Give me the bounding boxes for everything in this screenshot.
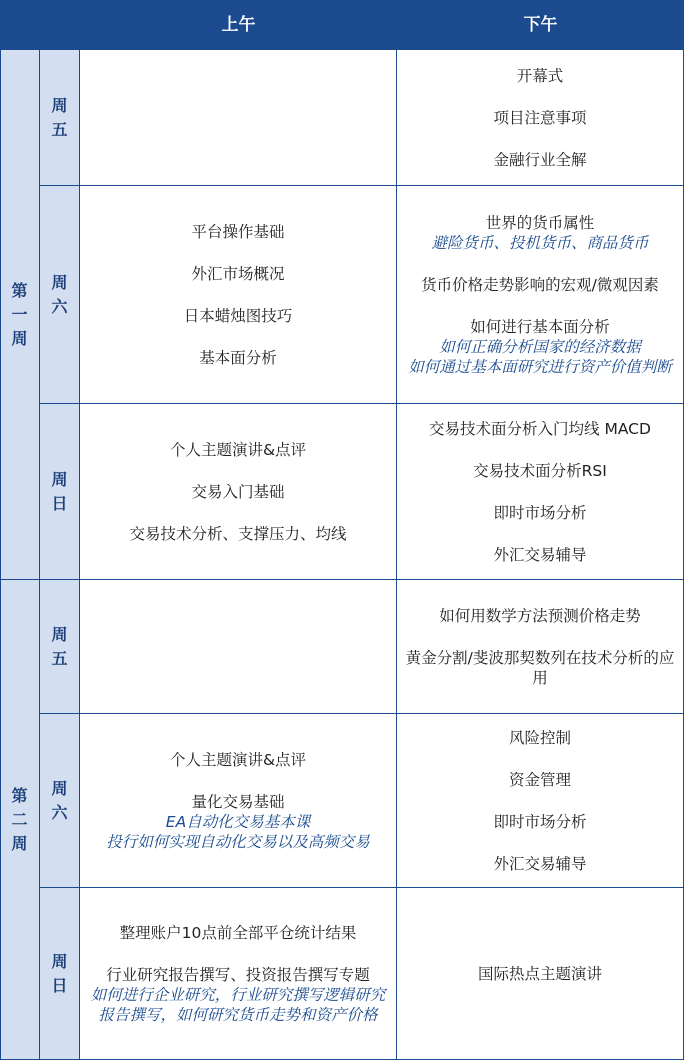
- day-label: 周 五: [40, 580, 80, 714]
- session-topic: 外汇交易辅导: [493, 854, 587, 873]
- session-topic: 个人主题演讲&点评: [169, 750, 307, 769]
- week-label: 第 一 周: [0, 50, 40, 580]
- session-topic: 黄金分割/斐波那契数列在技术分析的应用: [405, 648, 675, 687]
- session-topic: 金融行业全解: [493, 150, 587, 169]
- session-subtopic: 投行如何实现自动化交易以及高频交易: [106, 832, 370, 851]
- day-label: 周 六: [40, 714, 80, 888]
- session-topic: 量化交易基础: [191, 792, 285, 811]
- session-topic: 外汇交易辅导: [493, 545, 587, 564]
- session-topic: 交易技术分析、支撑压力、均线: [129, 524, 347, 543]
- morning-sessions-cell: [80, 404, 397, 580]
- session-topic: 资金管理: [508, 770, 571, 789]
- session-topic: 项目注意事项: [493, 108, 587, 127]
- day-label: 周 六: [40, 186, 80, 404]
- afternoon-sessions-cell: [397, 186, 684, 404]
- session-topic: 交易技术面分析入门均线 MACD: [429, 419, 651, 438]
- afternoon-sessions-cell: [397, 888, 684, 1060]
- session-topic: 如何用数学方法预测价格走势: [439, 606, 641, 625]
- session-topic: 货币价格走势影响的宏观/微观因素: [421, 275, 659, 294]
- week-label: 第 二 周: [0, 580, 40, 1060]
- day-label: 周 日: [40, 888, 80, 1060]
- morning-sessions-cell: [80, 714, 397, 888]
- session-topic: 即时市场分析: [493, 812, 587, 831]
- morning-sessions-cell: [80, 186, 397, 404]
- session-topic: 交易入门基础: [191, 482, 285, 501]
- session-topic: 个人主题演讲&点评: [169, 440, 307, 459]
- session-topic: 行业研究报告撰写、投资报告撰写专题: [106, 965, 370, 984]
- session-topic: 风险控制: [508, 728, 571, 747]
- session-topic: 日本蜡烛图技巧: [183, 306, 293, 325]
- header-pm: 下午: [523, 15, 558, 35]
- session-topic: 国际热点主题演讲: [477, 964, 602, 983]
- session-subtopic: 如何正确分析国家的经济数据: [439, 337, 641, 356]
- session-subtopic: EA自动化交易基本课: [165, 812, 311, 831]
- session-topic: 如何进行基本面分析: [470, 317, 610, 336]
- session-topic: 整理账户10点前全部平仓统计结果: [119, 923, 357, 942]
- morning-sessions-cell: [80, 888, 397, 1060]
- session-topic: 即时市场分析: [493, 503, 587, 522]
- afternoon-sessions-cell: [397, 580, 684, 714]
- afternoon-sessions-cell: [397, 50, 684, 186]
- session-topic: 基本面分析: [199, 348, 277, 367]
- afternoon-sessions-cell: [397, 714, 684, 888]
- session-topic: 世界的货币属性: [485, 213, 595, 232]
- session-subtopic: 避险货币、投机货币、商品货币: [431, 233, 649, 252]
- morning-sessions-cell: [80, 580, 397, 714]
- afternoon-sessions-cell: [397, 404, 684, 580]
- table-header: [0, 0, 684, 50]
- session-subtopic: 如何通过基本面研究进行资产价值判断: [408, 357, 672, 376]
- session-subtopic: 如何进行企业研究，行业研究撰写逻辑研究报告撰写，如何研究货币走势和资产价格: [90, 985, 386, 1024]
- session-topic: 开幕式: [516, 66, 564, 85]
- header-am: 上午: [221, 15, 256, 35]
- day-label: 周 日: [40, 404, 80, 580]
- session-topic: 平台操作基础: [191, 222, 285, 241]
- morning-sessions-cell: [80, 50, 397, 186]
- session-topic: 外汇市场概况: [191, 264, 285, 283]
- day-label: 周 五: [40, 50, 80, 186]
- session-topic: 交易技术面分析RSI: [473, 461, 607, 480]
